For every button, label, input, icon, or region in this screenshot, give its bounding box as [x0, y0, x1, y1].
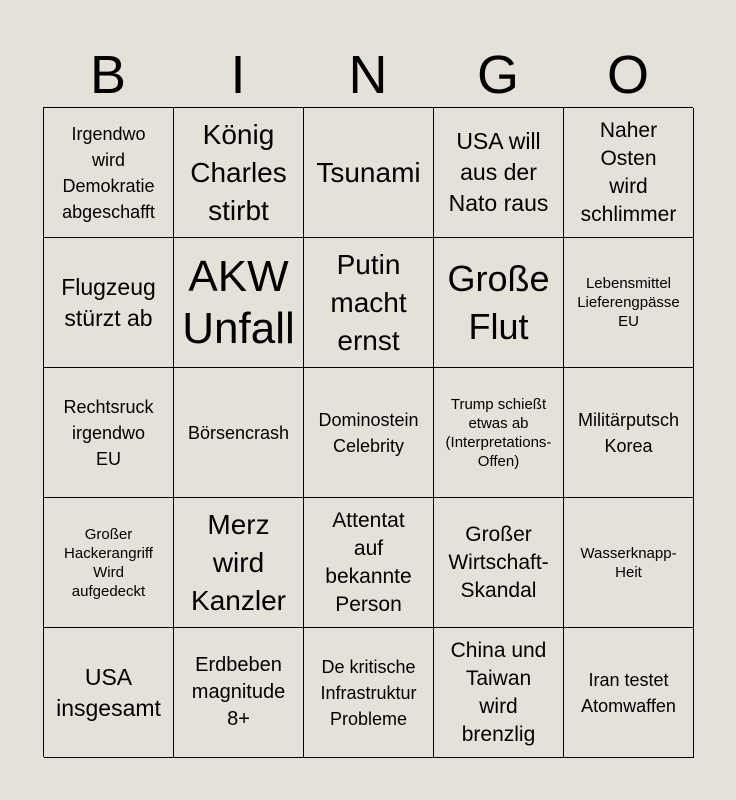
- cell-text: Putin macht ernst: [330, 248, 407, 356]
- bingo-cell[interactable]: [174, 498, 304, 628]
- bingo-cell[interactable]: [174, 238, 304, 368]
- header-letter-b: B: [89, 45, 127, 105]
- bingo-cell[interactable]: [304, 628, 434, 758]
- cell-text: Naher Osten wird schlimmer: [580, 118, 677, 226]
- header-letter-o: O: [606, 45, 649, 105]
- cell-text: Militärputsch Korea: [577, 409, 680, 456]
- cell-text: Irgendwo wird Demokratie abgeschafft: [62, 123, 155, 222]
- bingo-cell[interactable]: [44, 238, 174, 368]
- cell-text: Trump schießt etwas ab (Interpretations- Offen): [445, 395, 552, 470]
- cell-text: Iran testet Atomwaffen: [581, 669, 676, 716]
- bingo-cell[interactable]: [304, 498, 434, 628]
- cell-text: Wasserknapp- Heit: [580, 544, 677, 581]
- cell-text: Großer Hackerangriff Wird aufgedeckt: [64, 525, 153, 600]
- bingo-cell[interactable]: [44, 108, 174, 238]
- cell-text: De kritische Infrastruktur Probleme: [320, 656, 417, 729]
- cell-text: USA insgesamt: [56, 663, 161, 721]
- bingo-cell[interactable]: [564, 368, 694, 498]
- bingo-cell[interactable]: [434, 108, 564, 238]
- cell-text: Flugzeug stürzt ab: [61, 273, 156, 331]
- bingo-cell[interactable]: [174, 108, 304, 238]
- bingo-cell[interactable]: [44, 498, 174, 628]
- cell-text: Dominostein Celebrity: [318, 409, 419, 456]
- bingo-cell[interactable]: [564, 238, 694, 368]
- cell-text: Attentat auf bekannte Person: [325, 508, 412, 616]
- bingo-cell[interactable]: [304, 238, 434, 368]
- header-letter-g: G: [476, 45, 519, 105]
- bingo-cell[interactable]: [564, 498, 694, 628]
- cell-text: Börsencrash: [187, 422, 290, 443]
- bingo-cell[interactable]: [434, 368, 564, 498]
- bingo-board: [43, 107, 693, 757]
- cell-text: Merz wird Kanzler: [191, 508, 286, 616]
- cell-text: China und Taiwan wird brenzlig: [450, 638, 547, 746]
- bingo-header: [43, 44, 693, 106]
- header-letter-i: I: [230, 45, 246, 105]
- cell-text: Lebensmittel Lieferengpässe EU: [577, 275, 680, 330]
- cell-text: Tsunami: [316, 156, 421, 188]
- bingo-cell[interactable]: [434, 238, 564, 368]
- cell-text: AKW Unfall: [182, 251, 295, 353]
- cell-text: König Charles stirbt: [190, 118, 287, 226]
- bingo-cell[interactable]: [44, 368, 174, 498]
- bingo-cell[interactable]: [44, 628, 174, 758]
- header-letter-n: N: [348, 45, 388, 105]
- cell-text: Großer Wirtschaft- Skandal: [448, 522, 549, 602]
- cell-text: Große Flut: [447, 257, 550, 347]
- cell-text: USA will aus der Nato raus: [448, 128, 549, 216]
- bingo-cell[interactable]: [174, 628, 304, 758]
- bingo-cell[interactable]: [564, 628, 694, 758]
- bingo-cell[interactable]: [434, 628, 564, 758]
- cell-text: Rechtsruck irgendwo EU: [63, 396, 154, 469]
- bingo-cell[interactable]: [304, 368, 434, 498]
- bingo-cell[interactable]: [174, 368, 304, 498]
- bingo-cell[interactable]: [304, 108, 434, 238]
- bingo-cell[interactable]: [564, 108, 694, 238]
- bingo-cell[interactable]: [434, 498, 564, 628]
- cell-text: Erdbeben magnitude 8+: [191, 654, 286, 730]
